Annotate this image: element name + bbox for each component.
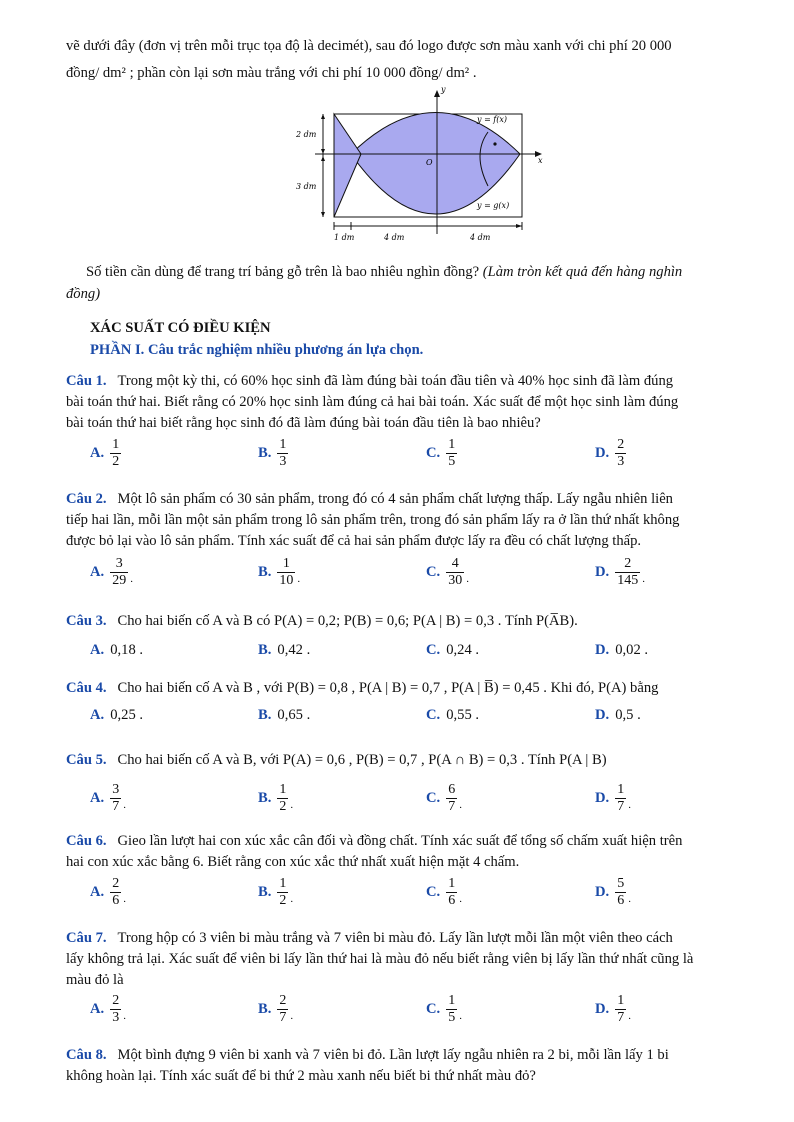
question-1-line-2: bài toán thứ hai. Biết rằng có 20% học sinh làm đúng cả hai bài toán. Xác suất để một học sinh làm đúng	[66, 394, 679, 410]
question-6-line-2: hai con xúc xắc bằng 6. Biết rằng con xúc xắc thứ nhất xuất hiện mặt 4 chấm.	[66, 854, 520, 870]
option-a[interactable]: A. $\frac{1}{2}$	[90, 437, 120, 469]
question-2-label: Câu 2.	[66, 491, 107, 507]
question-3-options	[90, 642, 750, 682]
option-b[interactable]: B. 0,42 .	[258, 642, 311, 658]
question-5-text: Cho hai biến cố A và B, với P(A) = 0,6 , P(B) = 0,7 , P(A ∩ B) = 0,3 . Tính P(A | B)	[117, 752, 607, 768]
section-title: XÁC SUẤT CÓ ĐIỀU KIỆN	[90, 320, 271, 336]
option-a[interactable]: A. $\frac{2}{6}$ .	[90, 876, 126, 908]
width-1-label: 1 dm	[334, 233, 355, 242]
question-1-line-1: Trong một kỳ thi, có 60% học sinh đã làm đúng bài toán đầu tiên và 40% học sinh đã làm đúng	[117, 373, 674, 389]
option-c[interactable]: C. $\frac{4}{30}$ .	[426, 556, 469, 588]
option-b[interactable]: B. $\frac{1}{3}$	[258, 437, 287, 469]
option-a[interactable]: A. 0,25 .	[90, 707, 144, 723]
fish-logo-diagram	[290, 86, 550, 246]
question-7-label: Câu 7.	[66, 930, 107, 946]
question-2-line-1: Một lô sản phẩm có 30 sản phẩm, trong đó có 4 sản phẩm chất lượng thấp. Lấy ngẫu nhiên liên	[117, 491, 673, 507]
question-2-line-2: tiếp hai lần, mỗi lần một sản phẩm trong lô sản phẩm trên, trong đó sản phẩm lấy ra ở lần thứ nhất không	[66, 512, 680, 528]
width-3-label: 4 dm	[470, 233, 491, 242]
option-b[interactable]: B. $\frac{1}{2}$ .	[258, 876, 294, 908]
option-d[interactable]: D. $\frac{2}{3}$	[595, 437, 625, 469]
question-6-label: Câu 6.	[66, 833, 107, 849]
height-bottom-label: 3 dm	[296, 182, 317, 191]
question-3-text: Cho hai biến cố A và B có P(A) = 0,2; P(B) = 0,6; P(A | B) = 0,3 . Tính P(A̅B).	[117, 613, 578, 629]
question-6-line-1: Gieo lần lượt hai con xúc xắc cân đối và đồng chất. Tính xác suất để tổng số chấm xuất hiện trên	[117, 833, 683, 849]
question-1-line-3: bài toán thứ hai biết rằng học sinh đó đã làm đúng bài toán đầu tiên là bao nhiêu?	[66, 415, 541, 431]
option-d[interactable]: D. 0,02 .	[595, 642, 649, 658]
option-a[interactable]: A. $\frac{3}{7}$ .	[90, 782, 126, 814]
option-c[interactable]: C. $\frac{1}{5}$ .	[426, 993, 462, 1025]
cost-question-text: Số tiền cần dùng để trang trí bảng gỗ trên là bao nhiêu nghìn đồng?	[86, 264, 483, 280]
g-curve-label: y = g(x)	[477, 201, 510, 210]
question-8	[66, 1045, 758, 1087]
fish-eye	[493, 142, 496, 145]
option-b[interactable]: B. $\frac{1}{2}$ .	[258, 782, 294, 814]
height-top-label: 2 dm	[296, 130, 317, 139]
x-axis-label: x	[538, 156, 543, 165]
option-d[interactable]: D. $\frac{5}{6}$ .	[595, 876, 631, 908]
question-4-options	[90, 707, 750, 747]
question-7	[66, 928, 758, 991]
y-axis-label: y	[441, 86, 446, 94]
cost-question-note-1: (Làm tròn kết quả đến hàng nghìn	[482, 264, 683, 280]
question-7-line-1: Trong hộp có 3 viên bi màu trắng và 7 viên bi màu đỏ. Lấy lần lượt mỗi lần một viên theo cách	[117, 930, 673, 946]
option-b[interactable]: B. $\frac{2}{7}$ .	[258, 993, 294, 1025]
question-8-label: Câu 8.	[66, 1047, 107, 1063]
question-6-options	[90, 876, 750, 916]
option-b[interactable]: B. $\frac{1}{10}$ .	[258, 556, 301, 588]
question-2-line-3: được bỏ lại vào lô sản phẩm. Tính xác suất để cả hai sản phẩm được lấy ra đều có chất lượng thấp.	[66, 533, 642, 549]
option-c[interactable]: C. $\frac{1}{5}$	[426, 437, 456, 469]
question-1-label: Câu 1.	[66, 373, 107, 389]
question-4-text: Cho hai biến cố A và B , với P(B) = 0,8 , P(A | B) = 0,7 , P(A | B̅) = 0,45 . Khi đó, P(A) bằng	[117, 680, 659, 696]
option-d[interactable]: D. $\frac{1}{7}$ .	[595, 782, 631, 814]
option-b[interactable]: B. 0,65 .	[258, 707, 311, 723]
question-8-line-2: không hoàn lại. Tính xác suất để bi thứ 2 màu xanh nếu biết bi thứ nhất màu đỏ?	[66, 1068, 536, 1084]
origin-label: O	[426, 158, 433, 167]
question-6	[66, 831, 758, 873]
fish-body-shape	[351, 113, 520, 215]
question-4	[66, 678, 758, 699]
option-c[interactable]: C. 0,55 .	[426, 707, 480, 723]
question-5-label: Câu 5.	[66, 752, 107, 768]
question-5-options	[90, 782, 750, 822]
cost-question-note-2: đồng)	[66, 286, 101, 302]
question-2-options	[90, 556, 750, 596]
question-8-line-1: Một bình đựng 9 viên bi xanh và 7 viên bi đỏ. Lần lượt lấy ngẫu nhiên ra 2 bi, mỗi lần lấy 1 bi	[117, 1047, 669, 1063]
cost-question	[66, 262, 756, 283]
option-a[interactable]: A. $\frac{3}{29}$ .	[90, 556, 133, 588]
fish-logo-figure	[290, 86, 550, 246]
option-d[interactable]: D. $\frac{2}{145}$ .	[595, 556, 645, 588]
question-3-label: Câu 3.	[66, 613, 107, 629]
option-c[interactable]: C. $\frac{6}{7}$ .	[426, 782, 462, 814]
option-c[interactable]: C. $\frac{1}{6}$ .	[426, 876, 462, 908]
question-7-line-2: lấy không trả lại. Xác suất để viên bi lấy lần thứ hai là màu đỏ nếu biết rằng viên bị lấy lần thứ nhất cũng là	[66, 951, 694, 967]
option-d[interactable]: D. $\frac{1}{7}$ .	[595, 993, 631, 1025]
y-axis-arrow	[434, 90, 440, 97]
question-2	[66, 489, 758, 552]
option-c[interactable]: C. 0,24 .	[426, 642, 480, 658]
f-curve-label: y = f(x)	[477, 115, 508, 124]
question-7-line-3: màu đỏ là	[66, 972, 124, 988]
option-a[interactable]: A. $\frac{2}{3}$ .	[90, 993, 126, 1025]
intro-line-1: vẽ dưới đây (đơn vị trên mỗi trục tọa độ là decimét), sau đó logo được sơn màu xanh với chi phí 20 000	[66, 38, 672, 54]
question-1	[66, 371, 758, 434]
option-a[interactable]: A. 0,18 .	[90, 642, 144, 658]
question-7-options	[90, 993, 750, 1033]
question-3	[66, 611, 758, 632]
option-d[interactable]: D. 0,5 .	[595, 707, 641, 723]
part-title: PHẦN I. Câu trắc nghiệm nhiều phương án lựa chọn.	[90, 342, 424, 358]
intro-line-2: đồng/ dm² ; phần còn lại sơn màu trắng với chi phí 10 000 đồng/ dm² .	[66, 65, 477, 81]
question-5	[66, 750, 758, 771]
width-2-label: 4 dm	[384, 233, 405, 242]
question-1-options	[90, 437, 750, 477]
fish-tail-shape	[334, 114, 361, 217]
question-4-label: Câu 4.	[66, 680, 107, 696]
